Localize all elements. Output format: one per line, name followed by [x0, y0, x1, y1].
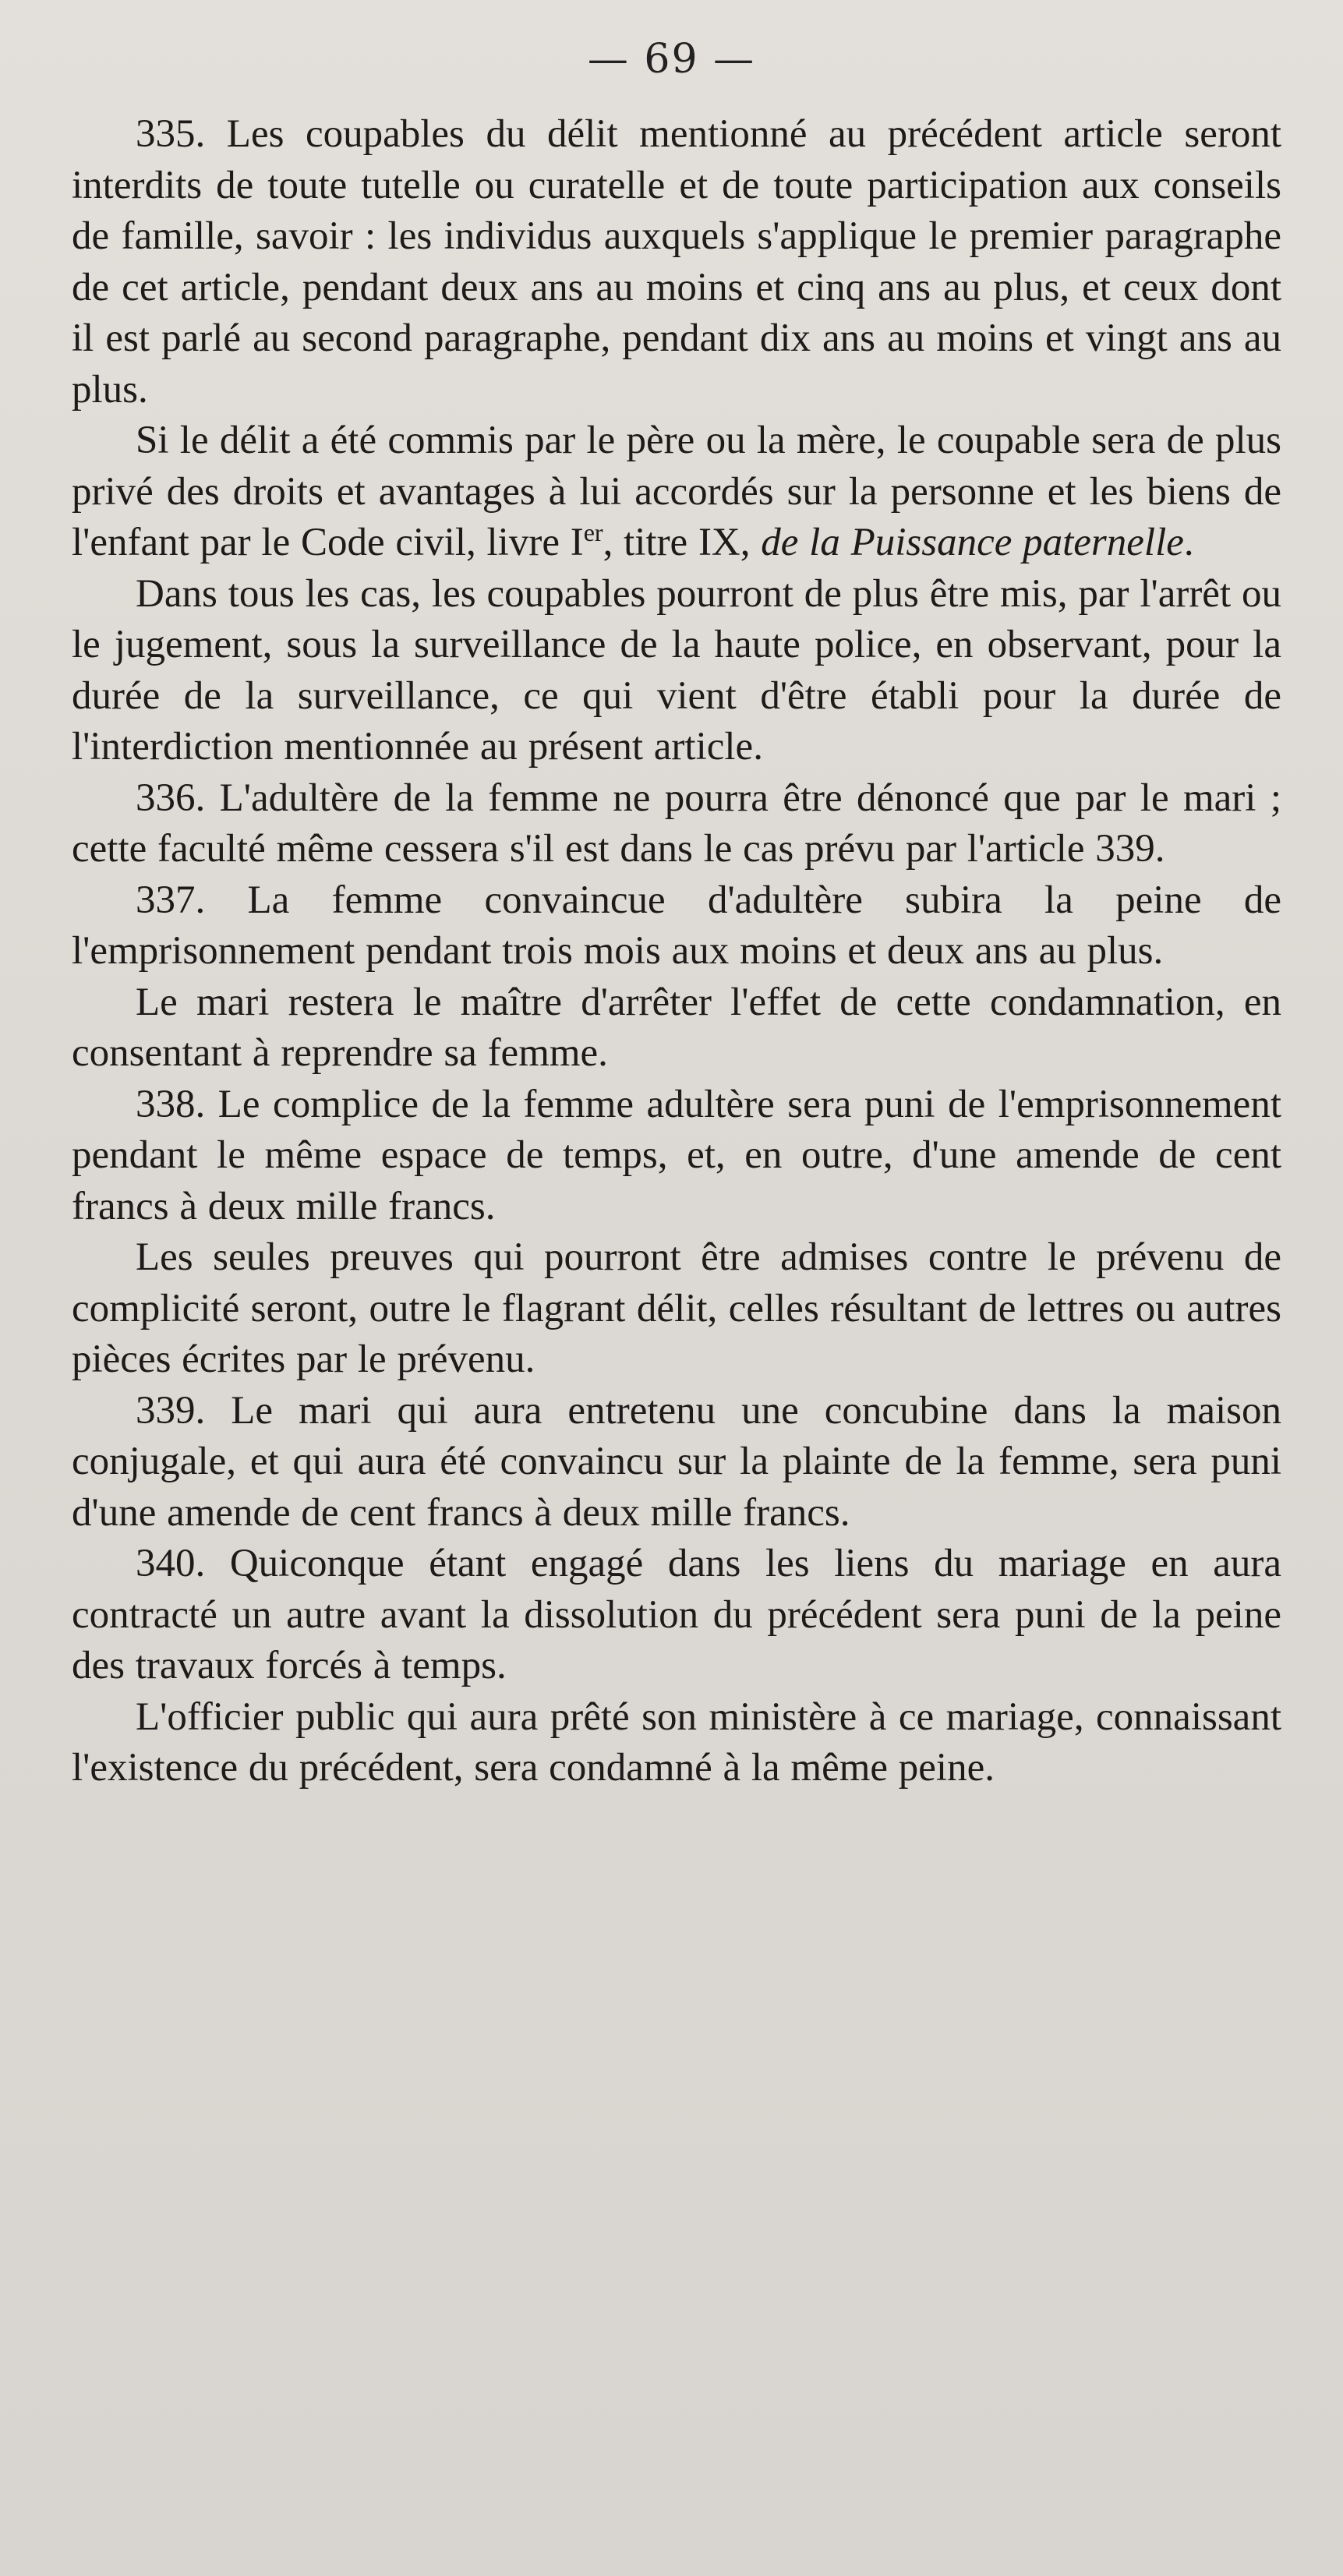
paragraph-article-335: 335. Les coupables du délit mentionné au précédent article seront interdits de toute tutelle ou curatelle et de toute participation aux conseils de famille, savoir : les individus auxquels s'applique le premier paragraphe de cet article, pendant deux ans au moins et cinq ans au plus, et ceux dont il est parlé au second paragraphe, pendant dix ans au moins et vingt ans au plus.: [72, 112, 1281, 412]
article-text-block: [72, 109, 1281, 1794]
italic-title-puissance-paternelle: de la Puissance paternelle: [761, 521, 1184, 564]
paragraph-article-340-officier: L'officier public qui aura prêté son ministère à ce mariage, connaissant l'existence du précédent, sera condamné à la même peine.: [72, 1694, 1281, 1790]
paragraph-article-339: 339. Le mari qui aura entretenu une concubine dans la maison conjugale, et qui aura été convaincu sur la plainte de la femme, sera puni d'une amende de cent francs à deux mille francs.: [72, 1388, 1281, 1535]
paragraph-article-338-preuves: Les seules preuves qui pourront être admises contre le prévenu de complicité seront, outre le flagrant délit, celles résultant de lettres ou autres pièces écrites par le prévenu.: [72, 1235, 1281, 1381]
paragraph-article-338: 338. Le complice de la femme adultère sera puni de l'emprisonnement pendant le même espace de temps, et, en outre, d'une amende de cent francs à deux mille francs.: [72, 1082, 1281, 1228]
paragraph-article-335-parental: [72, 415, 1281, 569]
paragraph-article-335-surveillance: Dans tous les cas, les coupables pourront de plus être mis, par l'arrêt ou le jugement, sous la surveillance de la haute police, en observant, pour la durée de la surveillance, ce qui vient d'être établi pour la durée de l'interdiction mentionnée au présent article.: [72, 571, 1281, 769]
paragraph-article-336: 336. L'adultère de la femme ne pourra être dénoncé que par le mari ; cette faculté même cessera s'il est dans le cas prévu par l'article 339.: [72, 776, 1281, 871]
paragraph-article-340: 340. Quiconque étant engagé dans les liens du mariage en aura contracté un autre avant la dissolution du précédent sera puni de la peine des travaux forcés à temps.: [72, 1542, 1281, 1687]
paragraph-text-before: Si le délit a été commis par le père ou la mère, le coupable sera de plus privé des droits et avantages à lui accordés sur la personne et les biens de l'enfant par le Code civil, livre I: [72, 419, 1281, 564]
page-number: — 69 —: [587, 36, 756, 83]
superscript-er: er: [583, 518, 603, 546]
paragraph-article-337-mari: Le mari restera le maître d'arrêter l'effet de cette condamnation, en consentant à reprendre sa femme.: [72, 980, 1281, 1075]
paragraph-article-337: 337. La femme convaincue d'adultère subira la peine de l'emprisonnement pendant trois mois aux moins et deux ans au plus.: [72, 878, 1281, 973]
paragraph-text-middle: , titre IX,: [603, 521, 762, 564]
paragraph-text-after: .: [1183, 521, 1194, 564]
